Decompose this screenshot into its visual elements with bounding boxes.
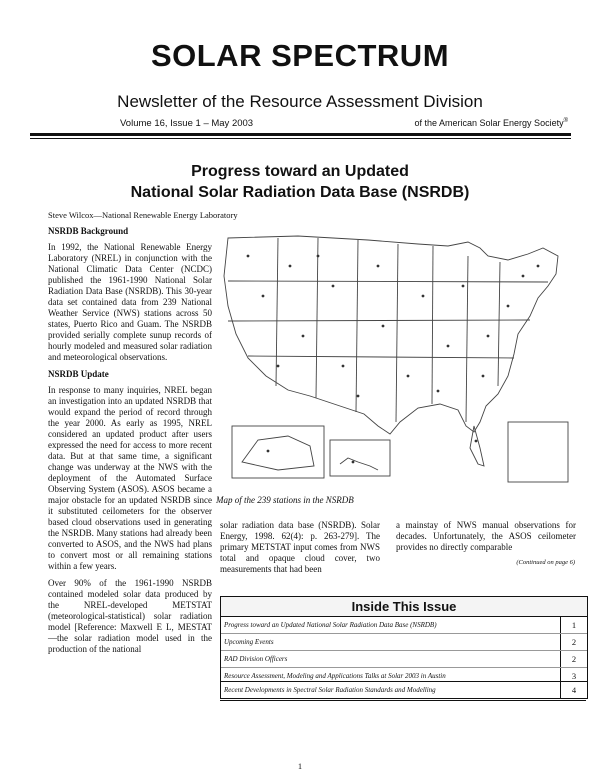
section-heading-update: NSRDB Update	[48, 369, 109, 379]
hawaii-inset	[330, 440, 390, 476]
society-name	[415, 118, 569, 128]
article-left-column	[48, 226, 212, 661]
toc-row[interactable]	[221, 617, 587, 634]
florida-outline	[470, 426, 484, 466]
article-middle-column: solar radiation data base (NSRDB). Solar Energy, 1998. 62(4): p. 263-279]. The primary METSTAT input comes from NWS total and opaque cloud cover, two measurements that had been	[220, 520, 380, 574]
article-right-column: a mainstay of NWS manual observations for decades. Unfortunately, the ASOS ceilometer provides no directly comparable	[396, 520, 576, 552]
article-title-line-1: Progress toward an Updated	[191, 163, 409, 180]
nsrdb-station-map	[218, 226, 576, 488]
toc-row[interactable]	[220, 682, 588, 699]
issue-info: Volume 16, Issue 1 – May 2003	[120, 118, 254, 129]
toc-item-title: Progress toward an Updated National Solar Radiation Data Base (NSRDB)	[221, 617, 561, 633]
inside-this-issue-title: Inside This Issue	[221, 597, 587, 617]
toc-item-title: Recent Developments in Spectral Solar Radiation Standards and Modelling	[221, 682, 561, 698]
us-map-graphic	[218, 226, 576, 488]
section-text-update: In response to many inquiries, NREL began an investigation into an updated NSRDB that would expand the period of record through the year 2000. As early as 1995, NREL considered an updated product after users expressed the need for access to more recent data. But at that same time, a significant change was underway at the NWS with the deployment of the Automated Surface Observing System (ASOS). ASOS became a major obstacle for an updated NSRDB since it substituted ceilometers for the observer based cloud observations used in generating the NSRDB. Many stations had already been converted to ASOS, and the NWS had plans to convert most or all remaining stations within a few years.	[48, 385, 212, 571]
masthead-rule-thin	[30, 138, 571, 139]
alaska-shape	[242, 436, 314, 470]
newsletter-title: SOLAR SPECTRUM	[150, 38, 450, 73]
state-line-2	[316, 238, 318, 398]
section-text-update-2: Over 90% of the 1961-1990 NSRDB contained modeled solar data produced by the NREL-developed METSTAT (meteorological-statistical) solar radiation model [Reference: Maxwell E L, MESTAT—the solar radiation model used in the production of the national	[48, 578, 212, 654]
continued-note: (Continued on page 6)	[516, 559, 575, 566]
map-caption: Map of the 239 stations in the NSRDB	[216, 495, 354, 505]
article-title-line-2: National Solar Radiation Data Base (NSRDB)	[130, 184, 470, 201]
state-line-4	[396, 244, 398, 422]
newsletter-subtitle: Newsletter of the Resource Assessment Division	[117, 92, 483, 111]
toc-item-title: Upcoming Events	[221, 634, 561, 650]
state-line-6	[466, 256, 468, 422]
state-line-9	[228, 320, 530, 321]
section-text-background: In 1992, the National Renewable Energy Laboratory (NREL) in conjunction with the National Climatic Data Center (NCDC) published the 1961-1990 National Solar Radiation Data Base (NSRDB). This 30-year data set contained data from 239 National Weather Service (NWS) stations across 50 states, Puerto Rico and Guam. The NSRDB provided serially complete sunup records of hourly modeled and measured solar radiation and meteorological observations.	[48, 242, 212, 362]
section-heading-background: NSRDB Background	[48, 226, 129, 236]
toc-item-title: Resource Assessment, Modeling and Applications Talks at Solar 2003 in Austin	[221, 668, 561, 684]
inside-this-issue-box	[220, 596, 588, 682]
toc-item-page: 2	[571, 637, 577, 647]
state-line-1	[276, 238, 278, 386]
toc-row[interactable]	[221, 634, 587, 651]
continental-outline	[224, 236, 558, 434]
toc-item-page: 4	[571, 685, 577, 695]
toc-row[interactable]	[221, 651, 587, 668]
toc-item-title: RAD Division Officers	[221, 651, 561, 667]
toc-item-page: 1	[571, 620, 577, 630]
registered-mark: ®	[563, 118, 568, 124]
page-number: 1	[297, 761, 303, 771]
toc-item-page: 2	[571, 654, 577, 664]
masthead-rule	[30, 133, 571, 136]
hawaii-shape	[340, 458, 378, 470]
bottom-rule	[220, 700, 586, 701]
state-line-7	[498, 262, 500, 386]
article-byline: Steve Wilcox—National Renewable Energy Laboratory	[48, 210, 238, 220]
state-line-10	[248, 356, 514, 358]
state-line-3	[356, 240, 358, 412]
toc-item-page: 3	[571, 671, 577, 681]
state-line-5	[432, 246, 433, 404]
legend-inset	[508, 422, 568, 482]
article-title	[0, 161, 600, 203]
society-text: of the American Solar Energy Society	[414, 118, 564, 128]
